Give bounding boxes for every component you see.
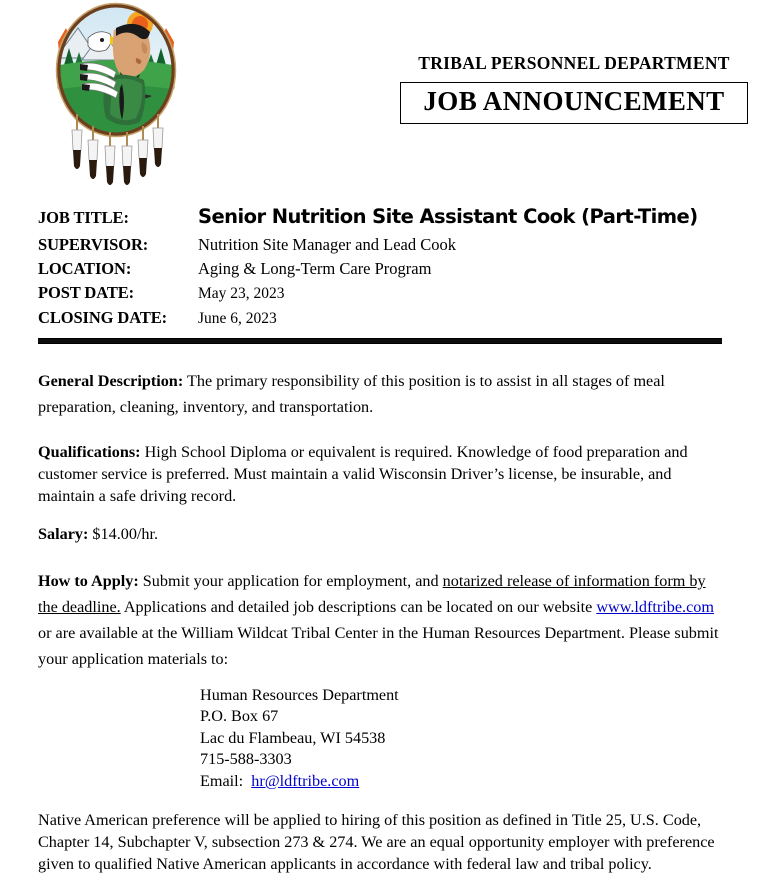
email-label: Email: xyxy=(200,771,244,790)
supervisor-label: SUPERVISOR: xyxy=(38,235,149,255)
qualifications-text: High School Diploma or equivalent is required. Knowledge of food preparation and customer service is preferred. Must maintain a valid Wisconsin Driver’s license, be insurable, and maintain a safe driving record. xyxy=(38,443,688,505)
spacer xyxy=(38,420,728,442)
post-date-value: May 23, 2023 xyxy=(198,285,285,303)
qualifications-heading: Qualifications: xyxy=(38,443,141,462)
general-description-text: The primary responsibility of this position is to assist in all stages of meal preparation, cleaning, inventory, and transportation. xyxy=(38,372,665,417)
tribal-seal-logo xyxy=(36,2,196,187)
closing-date-label: CLOSING DATE: xyxy=(38,307,168,327)
email-line xyxy=(200,771,728,793)
qualifications-paragraph xyxy=(38,442,728,507)
address-line: Human Resources Department xyxy=(200,685,399,704)
job-meta-fields xyxy=(38,205,738,330)
native-american-preference-paragraph: Native American preference will be applied to hiring of this position as defined in Title 25, U.S. Code, Chapter 14, Subchapter V, subsection 273 & 274. We are an equal opportunity employer with preference given to qualified Native American applicants in accordance with federal law and tribal policy. xyxy=(38,811,715,874)
location-value: Aging & Long-Term Care Program xyxy=(198,259,432,279)
job-title-label: JOB TITLE: xyxy=(38,208,129,227)
document-header xyxy=(0,0,768,190)
job-title-value: Senior Nutrition Site Assistant Cook (Part-Time) xyxy=(198,205,698,228)
email-link[interactable]: hr@ldftribe.com xyxy=(251,771,360,790)
spacer xyxy=(38,792,728,809)
document-body xyxy=(38,368,728,875)
how-to-apply-text-1: Submit your application for employment, and xyxy=(138,571,443,590)
mailing-address-block xyxy=(200,685,728,793)
announcement-title: JOB ANNOUNCEMENT xyxy=(423,86,725,117)
field-row-supervisor xyxy=(38,233,738,257)
salary-paragraph xyxy=(38,524,728,546)
field-row-closing-date xyxy=(38,306,738,331)
address-line: P.O. Box 67 xyxy=(200,707,279,726)
field-row-post-date xyxy=(38,281,738,306)
salary-heading: Salary: xyxy=(38,525,89,544)
field-row-location xyxy=(38,257,738,281)
website-link[interactable]: www.ldftribe.com xyxy=(596,597,714,616)
address-line: 715-588-3303 xyxy=(200,750,292,769)
closing-date-value: June 6, 2023 xyxy=(198,309,277,327)
supervisor-value: Nutrition Site Manager and Lead Cook xyxy=(198,235,456,255)
spacer xyxy=(38,546,728,568)
department-title: TRIBAL PERSONNEL DEPARTMENT xyxy=(418,53,730,73)
header-title-group xyxy=(400,54,748,124)
how-to-apply-text-2: Applications and detailed job descriptions can be located on our website xyxy=(120,597,597,616)
salary-value: $14.00/hr. xyxy=(88,525,159,544)
field-row-job-title xyxy=(38,205,738,230)
address-line: Lac du Flambeau, WI 54538 xyxy=(200,728,386,747)
general-description-heading: General Description: xyxy=(38,372,184,390)
post-date-label: POST DATE: xyxy=(38,283,135,303)
how-to-apply-paragraph xyxy=(38,568,728,673)
notarized-release-emphasis: notarized release of information form by the deadline. xyxy=(38,571,706,616)
general-description-paragraph xyxy=(38,368,728,420)
horizontal-rule xyxy=(38,338,722,344)
job-announcement-box xyxy=(400,82,748,123)
how-to-apply-text-3: or are available at the William Wildcat Tribal Center in the Human Resources Department. Please submit your application materials to: xyxy=(38,624,719,669)
spacer xyxy=(38,673,728,685)
how-to-apply-heading: How to Apply: xyxy=(38,571,139,590)
location-label: LOCATION: xyxy=(38,259,132,279)
spacer xyxy=(38,507,728,524)
